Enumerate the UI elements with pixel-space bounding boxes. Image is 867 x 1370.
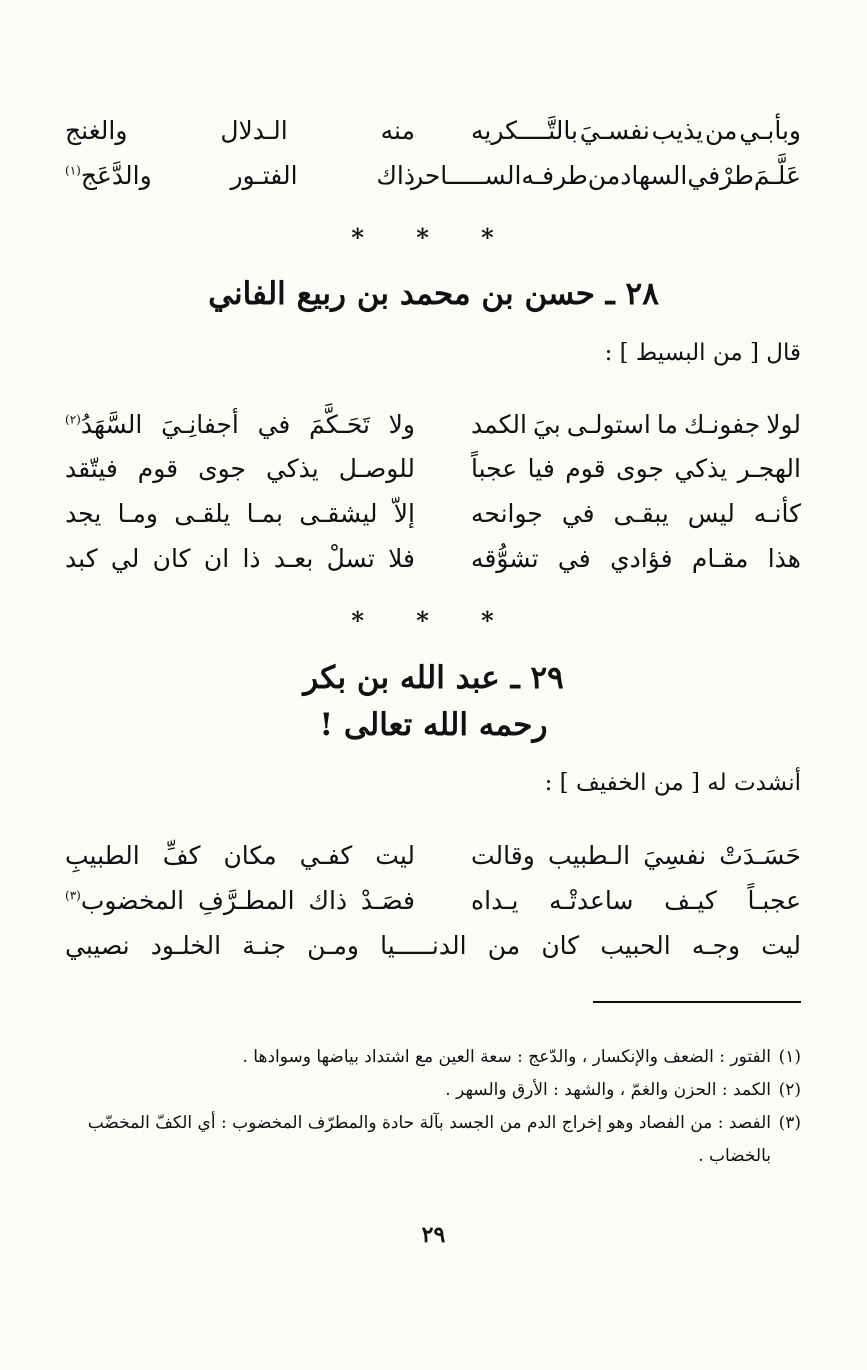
verse-word: كبد bbox=[65, 543, 98, 573]
verse-line bbox=[65, 491, 801, 535]
verse-word: من bbox=[587, 160, 621, 190]
verse-word: فصَـدْ bbox=[360, 885, 415, 915]
verse-word: أجفانِـيَ bbox=[161, 409, 239, 439]
footnote-text: الفتور : الضعف والإنكسار ، والدّعج : سعة العين مع اشتداد بياضها وسوادها . bbox=[242, 1047, 771, 1067]
verse-first-hemistich bbox=[471, 886, 801, 915]
verse-word: تشوُّقه bbox=[471, 543, 539, 573]
verse-first-hemistich bbox=[471, 116, 801, 145]
verse-word: فلا bbox=[388, 543, 415, 573]
verse-word: بيَ bbox=[532, 409, 561, 439]
verse-word: ومـن bbox=[307, 930, 359, 960]
verse-word: ذا bbox=[242, 543, 261, 573]
verse-second-hemistich bbox=[65, 841, 415, 870]
verse-line bbox=[65, 402, 801, 446]
verse-word: الـدلال bbox=[220, 115, 288, 145]
verse-word: الفتـور bbox=[230, 160, 298, 190]
verse-word: قوم bbox=[565, 453, 606, 483]
verse-word: ان bbox=[203, 543, 230, 573]
verse-line bbox=[65, 536, 801, 580]
verse-word: كان bbox=[541, 930, 580, 960]
verse-word: عَلَّـمَ bbox=[753, 160, 801, 190]
footnote-text: الكمد : الحزن والغمّ ، والشهد : الأرق والسهر . bbox=[445, 1080, 771, 1100]
verse-word: جوى bbox=[616, 453, 664, 483]
verse-word: في bbox=[557, 543, 591, 573]
section-heading-29-subtitle: رحمه الله تعالى ! bbox=[319, 707, 548, 743]
verse-word: الســـــاحر bbox=[411, 160, 522, 190]
verse-word: ليت bbox=[375, 840, 415, 870]
verse-word: السهاد bbox=[620, 160, 688, 190]
verse-word: يبقـى bbox=[613, 498, 669, 528]
section-separator: * * * bbox=[351, 223, 516, 252]
footnote-number: (١) bbox=[778, 1047, 801, 1067]
verse-word: بعـد bbox=[273, 543, 314, 573]
verse-word: الخلـود bbox=[150, 930, 222, 960]
verse-word: لولا bbox=[766, 409, 801, 439]
verse-word: مكان bbox=[223, 840, 277, 870]
verse-word: والغنج bbox=[65, 115, 128, 145]
verse-word: المخضوب$^{(٣)}$ bbox=[65, 885, 185, 915]
verse-word: كأنـه bbox=[753, 498, 801, 528]
verse-word: فيتّقد bbox=[65, 453, 118, 483]
verse-word: كفِّ bbox=[162, 840, 201, 870]
footnote-1 bbox=[65, 1041, 801, 1074]
footnote-3 bbox=[65, 1107, 801, 1173]
verse-word: حَسَـدَتْ bbox=[719, 840, 801, 870]
verse-word: يذيب bbox=[651, 115, 704, 145]
footnote-marker: (٢) bbox=[65, 412, 81, 427]
verse-line bbox=[65, 108, 801, 152]
verse-first-hemistich bbox=[411, 160, 801, 190]
verse-second-hemistich bbox=[65, 454, 415, 483]
verse-word: جنـة bbox=[242, 930, 286, 960]
verse-first-hemistich bbox=[471, 841, 801, 870]
verse-word: ذاك bbox=[376, 160, 415, 190]
verse-word: الكمد bbox=[471, 409, 527, 439]
verse-word: ليشقـى bbox=[299, 498, 378, 528]
verse-word: عجبـاً bbox=[747, 885, 801, 915]
verse-second-hemistich bbox=[65, 499, 415, 528]
section-separator: * * * bbox=[351, 606, 516, 635]
verse-word: والدَّعَج$^{(١)}$ bbox=[65, 160, 152, 190]
section-heading-29: ٢٩ ـ عبد الله بن بكر bbox=[303, 660, 564, 696]
verse-second-hemistich bbox=[65, 544, 415, 573]
verse-second-hemistich bbox=[65, 161, 415, 190]
verse-first-hemistich bbox=[471, 499, 801, 528]
verse-word: عجباً bbox=[471, 453, 518, 483]
verse-word: يـداه bbox=[471, 885, 519, 915]
verse-word: كفـي bbox=[299, 840, 353, 870]
verse-word: في bbox=[257, 409, 291, 439]
verse-word: ليس bbox=[687, 498, 735, 528]
verse-word: نفسـيَ bbox=[579, 115, 650, 145]
verse-second-hemistich bbox=[65, 116, 415, 145]
verse-word: بالتَّــــكريه bbox=[471, 115, 578, 145]
meter-intro: أنشدت له [ من الخفيف ] : bbox=[544, 770, 801, 796]
verse-word: إلاّ bbox=[393, 498, 415, 528]
verse-second-hemistich bbox=[65, 886, 415, 915]
footnote-rule bbox=[593, 1001, 801, 1003]
verse-word: فؤادي bbox=[610, 543, 673, 573]
verse-word: الهجـر bbox=[737, 453, 801, 483]
verse-word: هذا bbox=[767, 543, 801, 573]
footnote-text: الفصد : من الفصاد وهو إخراج الدم من الجسد بآلة حادة والمطرّف المخضوب : أي الكفّ المخضّب bbox=[87, 1113, 771, 1133]
verse-line bbox=[65, 878, 801, 922]
verse-word: جوانحه bbox=[471, 498, 543, 528]
verse-word: طرفـه bbox=[521, 160, 588, 190]
verse-first-hemistich bbox=[471, 454, 801, 483]
verse-word: استولـى bbox=[566, 409, 651, 439]
verse-word: تَحَـكَّمَ bbox=[309, 409, 370, 439]
verse-word: طرْفي bbox=[687, 160, 754, 190]
verse-word: ليت bbox=[761, 930, 801, 960]
verse-word: ومـا bbox=[117, 498, 158, 528]
verse-word: نصيبي bbox=[65, 930, 130, 960]
footnote-marker: (٣) bbox=[65, 888, 81, 903]
verse-first-hemistich bbox=[471, 544, 801, 573]
verse-first-hemistich bbox=[471, 410, 801, 439]
verse-word: منه bbox=[380, 115, 415, 145]
verse-word: الدنـــــيا bbox=[380, 930, 467, 960]
verse-word: قوم bbox=[137, 453, 179, 483]
verse-word: كان bbox=[152, 543, 191, 573]
verse-line-full bbox=[65, 923, 801, 967]
verse-word: السَّهَدُ$^{(٢)}$ bbox=[65, 409, 143, 439]
verse-word: يذكي bbox=[674, 453, 728, 483]
verse-word: وجـه bbox=[691, 930, 741, 960]
verse-word: مقـام bbox=[691, 543, 749, 573]
verse-word: جوى bbox=[198, 453, 246, 483]
verse-word: الحبيب bbox=[600, 930, 671, 960]
verse-line bbox=[65, 833, 801, 877]
section-heading-28: ٢٨ ـ حسن بن محمد بن ربيع الفاني bbox=[208, 276, 659, 312]
verse-word: نفسِيَ bbox=[643, 840, 707, 870]
verse-word: جفونـك bbox=[683, 409, 761, 439]
verse-word: لي bbox=[110, 543, 140, 573]
page-number: ٢٩ bbox=[421, 1222, 446, 1248]
verse-word: من bbox=[705, 115, 738, 145]
verse-word: يجد bbox=[65, 498, 102, 528]
footnote-2 bbox=[65, 1074, 801, 1107]
footnote-marker: (١) bbox=[65, 163, 81, 178]
verse-word: وبأبـي bbox=[739, 115, 801, 145]
footnote-text-continuation: بالخضاب . bbox=[698, 1146, 771, 1166]
verse-word: الـطبيب bbox=[548, 840, 631, 870]
verse-word: تسلْ bbox=[326, 543, 375, 573]
footnote-number: (٣) bbox=[778, 1113, 801, 1133]
verse-word: يذكي bbox=[265, 453, 319, 483]
footnote-number: (٢) bbox=[778, 1080, 801, 1100]
verse-word: الطبيبِ bbox=[65, 840, 140, 870]
verse-word: فيا bbox=[527, 453, 555, 483]
verse-word: كيـف bbox=[664, 885, 717, 915]
verse-word: المطـرَّفِ bbox=[197, 885, 295, 915]
verse-second-hemistich bbox=[65, 410, 415, 439]
verse-word: ذاك bbox=[308, 885, 348, 915]
verse-word: للوصـل bbox=[338, 453, 415, 483]
verse-line bbox=[65, 153, 801, 197]
verse-word: ولا bbox=[388, 409, 415, 439]
verse-word: من bbox=[487, 930, 521, 960]
verse-word: في bbox=[561, 498, 595, 528]
verse-word: ما bbox=[656, 409, 678, 439]
verse-line bbox=[65, 446, 801, 490]
verse-word: بمـا bbox=[246, 498, 283, 528]
verse-word: ساعدتْـه bbox=[549, 885, 634, 915]
verse-word: يلقـى bbox=[174, 498, 231, 528]
meter-intro: قال [ من البسيط ] : bbox=[604, 340, 801, 366]
verse-word: وقالت bbox=[471, 840, 535, 870]
